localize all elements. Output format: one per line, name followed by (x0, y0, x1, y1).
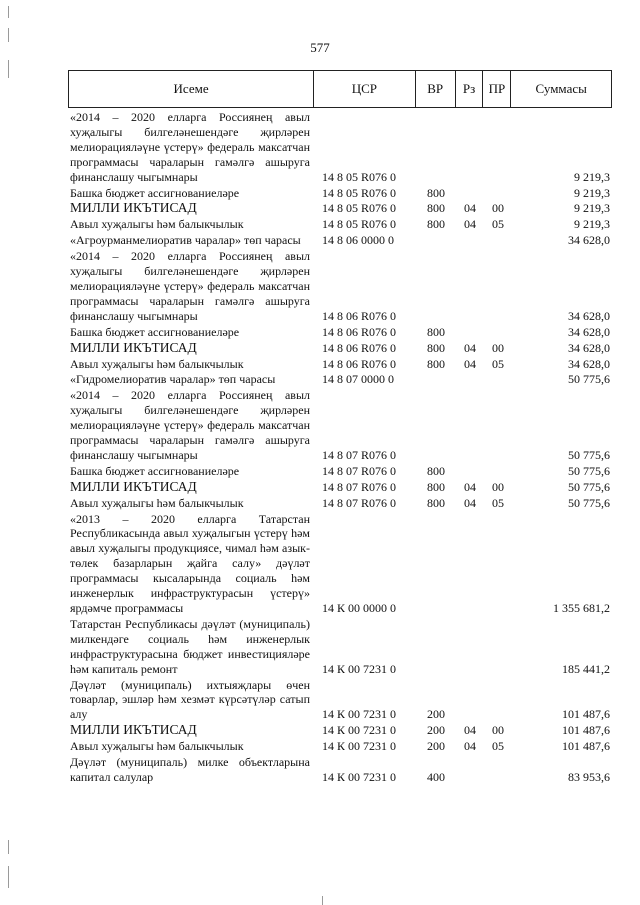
header-name: Исеме (69, 71, 314, 107)
row-sum: 9 219,3 (574, 217, 610, 232)
row-csr: 14 8 06 0000 0 (322, 233, 394, 248)
row-csr: 14 8 06 R076 0 (322, 356, 397, 371)
table-row (68, 325, 612, 340)
row-rz: 04 (464, 201, 476, 216)
table-row (68, 755, 612, 785)
margin-marks (8, 0, 12, 905)
row-name: Авыл хуҗалыгы һәм балыкчылык (70, 495, 244, 510)
table-row (68, 217, 612, 232)
row-csr: 14 8 07 R076 0 (322, 495, 397, 510)
row-pr: 00 (492, 201, 504, 216)
row-vr: 800 (427, 217, 445, 232)
row-name: Башка бюджет ассигнованиеләре (70, 185, 240, 200)
header-rz: Рз (456, 71, 484, 107)
row-vr: 800 (427, 356, 445, 371)
row-vr: 800 (427, 495, 445, 510)
row-rz: 04 (464, 723, 476, 738)
row-name: «Агроурманмелиоратив чаралар» төп чарасы (70, 233, 301, 248)
row-vr: 800 (427, 479, 445, 494)
row-name: Татарстан Республикасы дәүләт (муниципаль) милкендәге социаль һәм инженерлык инфраструктурасына бюджет инвестицияләре һәм капиталь ремонт (70, 616, 310, 676)
row-csr: 14 К 00 0000 0 (322, 601, 397, 615)
row-csr: 14 8 05 R076 0 (322, 169, 397, 184)
row-sum: 50 775,6 (568, 479, 610, 494)
row-name: «2014 – 2020 елларга Россиянең авыл хуҗалыгы билгеләнешендәге җирләрен мелиорацияләүне үстерү» федераль максатчан программасы чараларын гамәлгә ашыруга финанслашу чыгымнары (70, 249, 310, 323)
row-csr: 14 8 07 R076 0 (322, 463, 397, 478)
table-row (68, 388, 612, 463)
row-rz: 04 (464, 495, 476, 510)
row-sum: 50 775,6 (568, 495, 610, 510)
row-name: Дәүләт (муниципаль) ихтыяҗлары өчен товарлар, эшләр һәм хезмәт күрсәтүләр сатып алу (70, 677, 310, 722)
row-sum: 50 775,6 (568, 447, 610, 462)
row-vr: 800 (427, 340, 445, 355)
row-vr: 800 (427, 201, 445, 216)
row-csr: 14 К 00 7231 0 (322, 707, 397, 722)
row-vr: 200 (427, 739, 445, 754)
row-sum: 185 441,2 (562, 661, 610, 676)
row-name: «2014 – 2020 елларга Россиянең авыл хуҗалыгы билгеләнешендәге җирләрен мелиорацияләүне үстерү» федераль максатчан программасы чараларын гамәлгә ашыруга финанслашу чыгымнары (70, 388, 310, 462)
header-sum: Суммасы (535, 81, 587, 96)
row-csr: 14 К 00 7231 0 (322, 739, 397, 754)
row-csr: 14 8 06 R076 0 (322, 324, 397, 339)
table-row (68, 249, 612, 324)
row-pr: 00 (492, 479, 504, 494)
row-name: МИЛЛИ ИКЪТИСАД (70, 339, 197, 355)
table-row (68, 186, 612, 201)
row-csr: 14 8 07 R076 0 (322, 479, 397, 494)
row-rz: 04 (464, 340, 476, 355)
table-row (68, 739, 612, 754)
row-vr: 800 (427, 463, 445, 478)
row-csr: 14 8 05 R076 0 (322, 217, 397, 232)
row-rz: 04 (464, 356, 476, 371)
row-pr: 05 (492, 356, 504, 371)
row-rz: 04 (464, 479, 476, 494)
row-pr: 05 (492, 217, 504, 232)
row-name: «Гидромелиоратив чаралар» төп чарасы (70, 372, 276, 387)
row-sum: 9 219,3 (574, 201, 610, 216)
row-csr: 14 8 05 R076 0 (322, 201, 397, 216)
row-name: Авыл хуҗалыгы һәм балыкчылык (70, 217, 244, 232)
row-vr: 800 (427, 324, 445, 339)
row-pr: 05 (492, 495, 504, 510)
row-vr: 800 (427, 185, 445, 200)
row-name: Авыл хуҗалыгы һәм балыкчылык (70, 739, 244, 754)
table-row (68, 512, 612, 616)
table-row (68, 723, 612, 738)
table-row (68, 496, 612, 511)
row-sum: 34 628,0 (568, 324, 610, 339)
row-pr: 00 (492, 723, 504, 738)
row-csr: 14 К 00 7231 0 (322, 661, 397, 676)
bottom-mark (322, 896, 323, 905)
row-vr: 400 (427, 769, 445, 784)
row-sum: 34 628,0 (568, 340, 610, 355)
row-pr: 00 (492, 340, 504, 355)
row-sum: 101 487,6 (562, 723, 610, 738)
row-sum: 50 775,6 (568, 463, 610, 478)
row-sum: 101 487,6 (562, 707, 610, 722)
row-name: «2013 – 2020 елларга Татарстан Республикасында авыл хуҗалыгын үстерү һәм авыл хуҗалыгы продукциясе, чимал һәм азык-төлек базарларын җайга салу» дәүләт программасы кысаларында социаль һәм инженерлык инфраструктурасын үстерү» ярдәмче программасы (70, 511, 310, 615)
row-rz: 04 (464, 217, 476, 232)
row-name: МИЛЛИ ИКЪТИСАД (70, 722, 197, 738)
table-row (68, 201, 612, 216)
row-vr: 200 (427, 723, 445, 738)
row-csr: 14 8 07 0000 0 (322, 372, 394, 387)
row-pr: 05 (492, 739, 504, 754)
table-row (68, 110, 612, 185)
row-sum: 9 219,3 (574, 169, 610, 184)
row-sum: 83 953,6 (568, 769, 610, 784)
table-row (68, 233, 612, 248)
row-sum: 34 628,0 (568, 308, 610, 323)
row-sum: 34 628,0 (568, 233, 610, 248)
row-name: МИЛЛИ ИКЪТИСАД (70, 200, 197, 216)
table-row (68, 372, 612, 387)
table-row (68, 480, 612, 495)
row-sum: 1 355 681,2 (553, 601, 610, 615)
table-row (68, 617, 612, 677)
header-pr: ПР (483, 71, 511, 107)
row-name: Дәүләт (муниципаль) милке объектларына капитал салулар (70, 755, 310, 784)
row-csr: 14 8 05 R076 0 (322, 185, 397, 200)
header-csr: ЦСР (314, 71, 416, 107)
table-header (68, 70, 612, 108)
row-csr: 14 8 07 R076 0 (322, 447, 397, 462)
row-csr: 14 8 06 R076 0 (322, 340, 397, 355)
row-name: Башка бюджет ассигнованиеләре (70, 463, 240, 478)
row-rz: 04 (464, 739, 476, 754)
row-csr: 14 К 00 7231 0 (322, 723, 397, 738)
row-sum: 34 628,0 (568, 356, 610, 371)
table-row (68, 341, 612, 356)
page-number: 577 (310, 40, 330, 55)
row-name: Авыл хуҗалыгы һәм балыкчылык (70, 356, 244, 371)
row-sum: 9 219,3 (574, 185, 610, 200)
table-row (68, 464, 612, 479)
table-row (68, 357, 612, 372)
table-row (68, 678, 612, 723)
row-csr: 14 К 00 7231 0 (322, 769, 397, 784)
header-vr: ВР (416, 71, 456, 107)
row-csr: 14 8 06 R076 0 (322, 308, 397, 323)
row-name: МИЛЛИ ИКЪТИСАД (70, 478, 197, 494)
row-name: «2014 – 2020 елларга Россиянең авыл хуҗалыгы билгеләнешендәге җирләрен мелиорацияләүне үстерү» федераль максатчан программасы чараларын гамәлгә ашыруга финанслашу чыгымнары (70, 110, 310, 184)
row-sum: 101 487,6 (562, 739, 610, 754)
row-vr: 200 (427, 707, 445, 722)
row-name: Башка бюджет ассигнованиеләре (70, 324, 240, 339)
row-sum: 50 775,6 (568, 372, 610, 387)
budget-table (68, 110, 612, 785)
